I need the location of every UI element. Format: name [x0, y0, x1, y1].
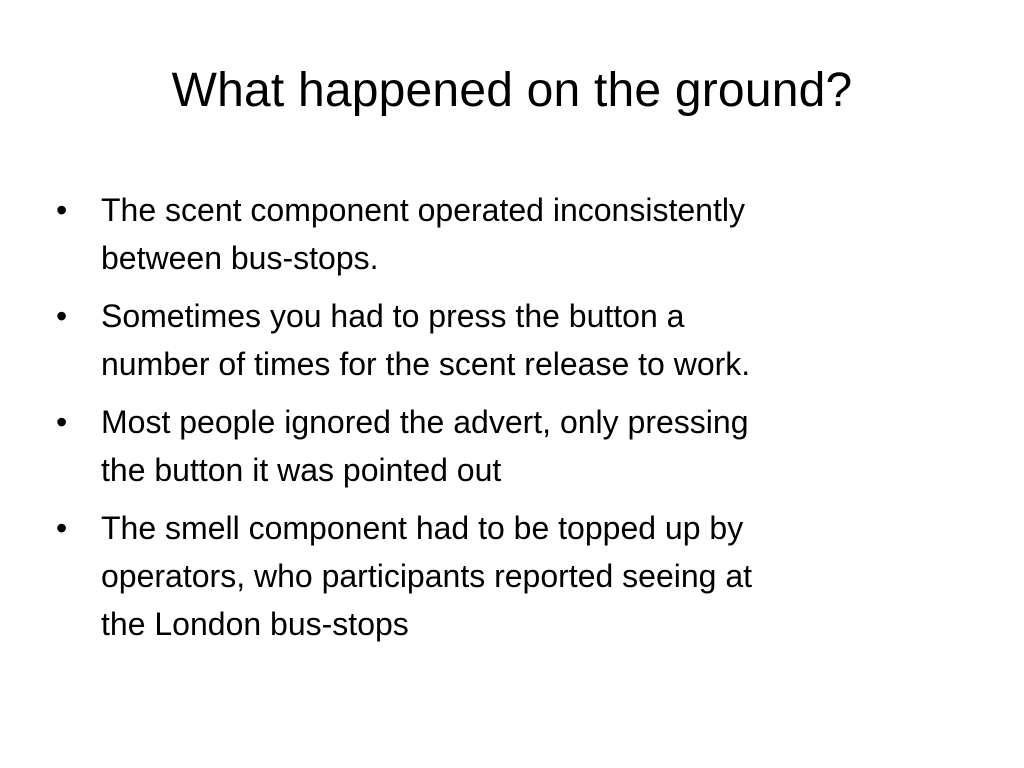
bullet-list [56, 186, 986, 658]
list-item [56, 504, 986, 648]
list-item [56, 398, 986, 494]
bullet-text [101, 398, 749, 494]
list-item [56, 186, 986, 282]
slide-title: What happened on the ground? [171, 64, 853, 117]
bullet-line: the London bus-stops [101, 606, 409, 642]
bullet-text [101, 186, 745, 282]
bullet-icon: • [56, 192, 68, 228]
bullet-line: number of times for the scent release to work. [101, 346, 751, 382]
bullet-text [101, 504, 752, 648]
bullet-icon: • [56, 404, 68, 440]
bullet-line: between bus-stops. [101, 240, 379, 276]
bullet-line: The smell component had to be topped up by [101, 510, 744, 546]
list-item [56, 292, 986, 388]
bullet-icon: • [56, 510, 68, 546]
bullet-line: operators, who participants reported seeing at [101, 558, 753, 594]
bullet-line: Most people ignored the advert, only pressing [101, 404, 749, 440]
bullet-line: the button it was pointed out [101, 452, 502, 488]
bullet-line: Sometimes you had to press the button a [101, 298, 685, 334]
bullet-icon: • [56, 298, 68, 334]
bullet-text [101, 292, 750, 388]
bullet-line: The scent component operated inconsistently [101, 192, 745, 228]
